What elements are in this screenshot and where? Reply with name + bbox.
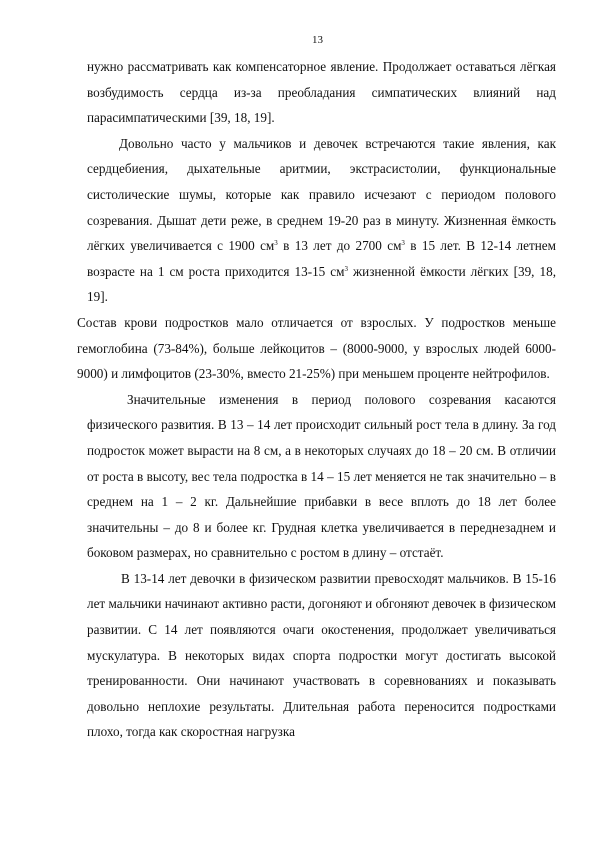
- paragraph-text: в 13 лет до 2700 см: [277, 238, 402, 254]
- paragraph-physical-development: [87, 387, 556, 566]
- superscript-cubic: 3: [344, 264, 348, 273]
- paragraph-text: Довольно часто у мальчиков и девочек встречаются такие явления, как сердцебиения, дыхательные аритмии, экстрасистолии, функциональные систолические шумы, которые как правило исчезают с периодом полового созревания. Дышат дети реже, в среднем 19-20 раз в минуту. Жизненная ёмкость лёгких увеличивается с 1900 см: [87, 135, 556, 254]
- superscript-cubic: 3: [274, 239, 278, 248]
- paragraph-text: нужно рассматривать как компенсаторное явление. Продолжает оставаться лёгкая возбудимость сердца из-за преобладания симпатических влияний над парасимпатическими [39, 18, 19].: [87, 59, 556, 126]
- paragraph-blood-composition: [77, 310, 556, 387]
- paragraph-heart-and-lungs: [87, 131, 556, 310]
- paragraph-text: Состав крови подростков мало отличается от взрослых. У подростков меньше гемоглобина (73-84%), больше лейкоцитов – (8000-9000, у взрослых людей 6000-9000) и лимфоцитов (23-30%, вместо 21-25%) при меньшем проценте нейтрофилов.: [77, 314, 556, 382]
- page-number: 13: [312, 34, 323, 46]
- paragraph-heart-excitability: [87, 54, 556, 131]
- paragraph-text: Значительные изменения в период полового созревания касаются физического развития. В 13 – 14 лет происходит сильный рост тела в длину. За год подросток может вырасти на 8 см, а в некоторых случаях до 18 – 20 см. В отличии от роста в высоту, вес тела подростка в 14 – 15 лет меняется не так значительно – в среднем на 1 – 2 кг. Дальнейшие прибавки в весе вплоть до 18 лет более значительны – до 8 и более кг. Грудная клетка увеличивается в переднезаднем и боковом размерах, но сравнительно с ростом в длину – отстаёт.: [87, 391, 556, 561]
- paragraph-text: в 15 лет. В 12-14 летнем возрасте на 1 см роста приходится 13-15 см: [87, 238, 556, 279]
- paragraph-text: жизненной ёмкости лёгких [39, 18, 19].: [87, 263, 556, 305]
- superscript-cubic: 3: [401, 239, 405, 248]
- page-body: [77, 54, 556, 745]
- paragraph-text: В 13-14 лет девочки в физическом развитии превосходят мальчиков. В 15-16 лет мальчики начинают активно расти, догоняют и обгоняют девочек в физическом развитии. С 14 лет появляются очаги окостенения, продолжает увеличиваться мускулатура. В некоторых видах спорта подростки могут достигать высокой тренированности. Они начинают участвовать в соревнованиях и показывать довольно неплохие результаты. Длительная работа переносится подростками плохо, тогда как скоростная нагрузка: [87, 570, 556, 740]
- paragraph-girls-and-boys: [87, 566, 556, 745]
